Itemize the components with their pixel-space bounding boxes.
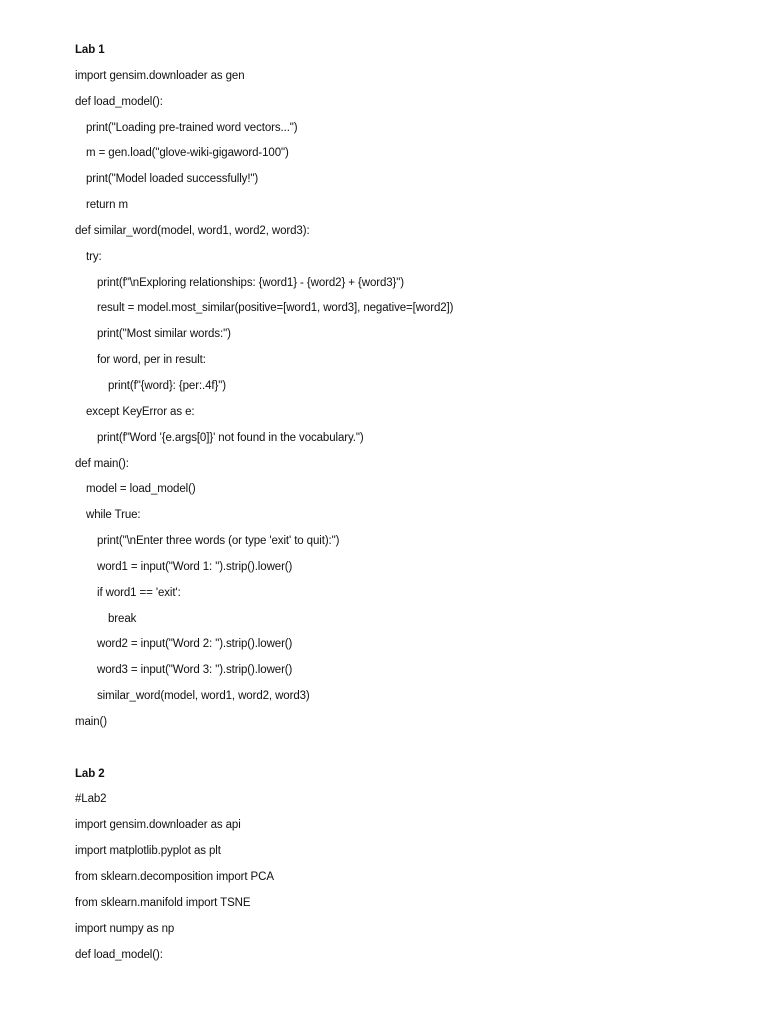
blank-line [75, 736, 735, 762]
code-line: result = model.most_similar(positive=[word1, word3], negative=[word2]) [97, 302, 454, 315]
code-line: print(f"\nExploring relationships: {word1} - {word2} + {word3}") [97, 276, 405, 289]
code-line: #Lab2 [75, 793, 107, 806]
code-line: print(f"Word '{e.args[0]}' not found in the vocabulary.") [97, 431, 364, 444]
code-line: def load_model(): [75, 95, 163, 108]
section-heading: Lab 2 [75, 767, 105, 780]
code-line: import gensim.downloader as gen [75, 69, 245, 82]
code-line: main() [75, 715, 107, 728]
code-line: print("Most similar words:") [97, 328, 231, 341]
code-line: m = gen.load("glove-wiki-gigaword-100") [86, 147, 289, 160]
code-line: def load_model(): [75, 948, 163, 961]
code-line: word2 = input("Word 2: ").strip().lower() [97, 638, 293, 651]
code-line: if word1 == 'exit': [97, 586, 181, 599]
code-line: print("Loading pre-trained word vectors...") [86, 121, 298, 134]
code-line: except KeyError as e: [86, 405, 195, 418]
code-line: import gensim.downloader as api [75, 819, 241, 832]
code-line: break [108, 612, 137, 625]
code-line: word1 = input("Word 1: ").strip().lower() [97, 560, 293, 573]
code-line: return m [86, 199, 129, 212]
code-line: from sklearn.decomposition import PCA [75, 871, 274, 883]
document-page [75, 38, 735, 968]
section-heading: Lab 1 [75, 44, 105, 56]
code-line: from sklearn.manifold import TSNE [75, 896, 251, 909]
code-line: import numpy as np [75, 922, 175, 935]
code-line: print("\nEnter three words (or type 'exit' to quit):") [97, 535, 340, 548]
code-line: word3 = input("Word 3: ").strip().lower() [97, 664, 293, 677]
code-line: model = load_model() [86, 483, 196, 496]
code-line: print(f"{word}: {per:.4f}") [108, 379, 226, 392]
code-line: def similar_word(model, word1, word2, word3): [75, 224, 310, 237]
code-line: def main(): [75, 457, 129, 470]
code-line: print("Model loaded successfully!") [86, 173, 259, 186]
code-line: try: [86, 250, 102, 263]
code-line: import matplotlib.pyplot as plt [75, 845, 221, 858]
code-line: while True: [86, 509, 141, 522]
code-line: for word, per in result: [97, 354, 206, 367]
code-line: similar_word(model, word1, word2, word3) [97, 690, 310, 703]
